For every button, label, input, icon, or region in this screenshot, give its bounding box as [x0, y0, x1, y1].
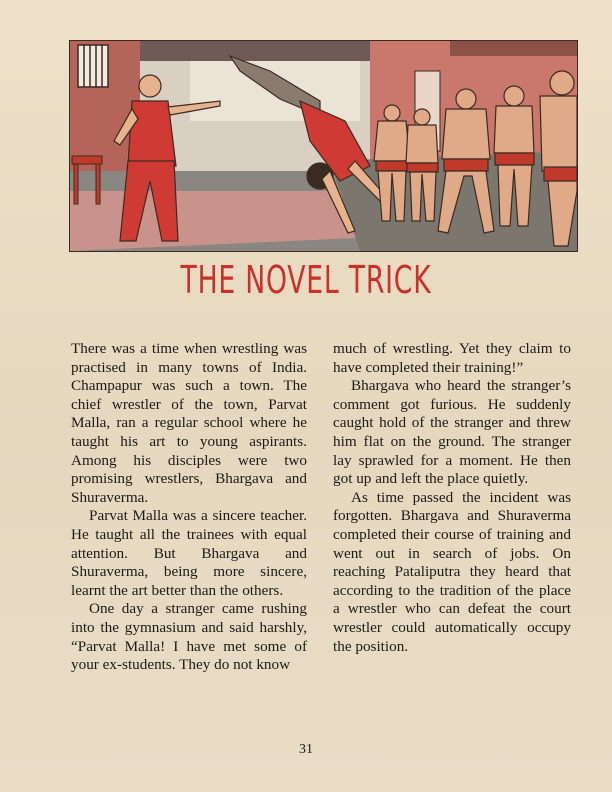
story-illustration [69, 40, 578, 252]
story-title: THE NOVEL TRICK [180, 258, 432, 302]
right-text-column [333, 340, 571, 656]
paragraph: Parvat Malla was a sincere teacher. He taught all the trainees with equal attention. But Bhargava and Shuraverma, being more sincere, learnt the art better than the others. [71, 507, 307, 599]
paragraph: As time passed the incident was forgotten. Bhargava and Shuraverma completed their course of training and went out in search of jobs. On reaching Pataliputra they heard that according to the tradition of the place a wrestler who can defeat the court wrestler could automatically occupy the position. [333, 488, 571, 655]
left-text-column [71, 340, 307, 675]
paragraph: much of wrestling. Yet they claim to have completed their training!” [333, 340, 571, 376]
page-number: 31 [299, 742, 313, 757]
paragraph: Bhargava who heard the stranger’s comment got furious. He suddenly caught hold of the stranger and threw him flat on the ground. The stranger lay sprawled for a moment. He then got up and left the place quietly. [333, 377, 571, 488]
paragraph: One day a stranger came rushing into the gymnasium and said harshly, “Parvat Malla! I have met some of your ex-students. They do not know [71, 600, 307, 674]
paragraph: There was a time when wrestling was practised in many towns of India. Champapur was such a town. The chief wrestler of the town, Parvat Malla, ran a regular school where he taught his art to young aspirants. Among his disciples were two promising wrestlers, Bhargava and Shuraverma. [71, 340, 307, 506]
